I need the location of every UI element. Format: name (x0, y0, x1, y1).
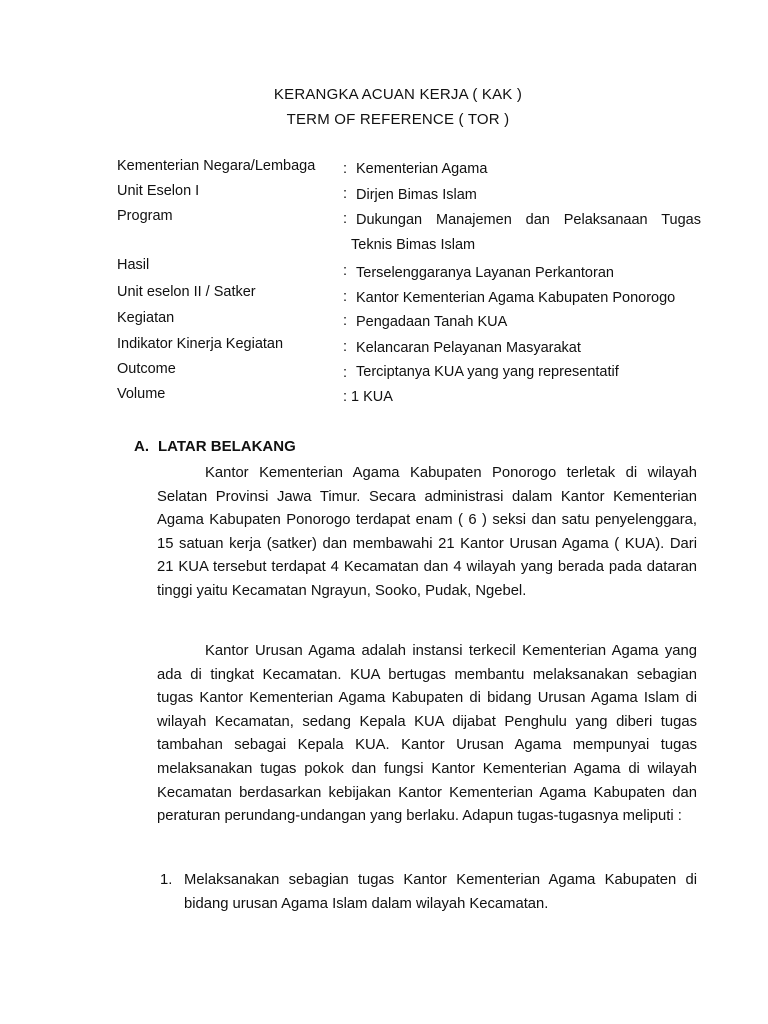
meta-label-unit-eselon-ii: Unit eselon II / Satker (117, 284, 256, 300)
meta-value-unit-eselon-ii: Kantor Kementerian Agama Kabupaten Ponorogo (356, 290, 676, 306)
meta-label-volume: Volume (117, 386, 166, 402)
meta-label-unit-eselon-i: Unit Eselon I (117, 183, 200, 199)
meta-value-kementerian: Kementerian Agama (356, 161, 488, 177)
document-subtitle: TERM OF REFERENCE ( TOR ) (286, 111, 510, 128)
meta-value-program-continuation: Teknis Bimas Islam (351, 237, 476, 253)
section-title: LATAR BELAKANG (158, 438, 296, 455)
paragraph-1: Kantor Kementerian Agama Kabupaten Ponorogo terletak di wilayah Selatan Provinsi Jawa Timur. Secara administrasi dalam Kantor Kementerian Agama Kabupaten Ponorogo terdapat enam ( 6 ) seksi dan satu penyelenggara, 15 satuan kerja (satker) dan membawahi 21 Kantor Urusan Agama ( KUA). Dari 21 KUA tersebut terdapat 4 Kecamatan dan 4 wilayah yang berada pada dataran tinggi yaitu Kecamatan Ngrayun, Sooko, Pudak, Ngebel. (157, 465, 697, 599)
meta-separator: : (343, 339, 348, 355)
list-item-text: Melaksanakan sebagian tugas Kantor Kementerian Agama Kabupaten di bidang urusan Agama Islam dalam wilayah Kecamatan. (184, 872, 697, 912)
meta-separator: : (343, 365, 348, 381)
meta-label-kementerian: Kementerian Negara/Lembaga (117, 158, 316, 174)
meta-separator: : (343, 186, 348, 202)
meta-separator: : (343, 263, 348, 279)
meta-value-hasil: Terselenggaranya Layanan Perkantoran (356, 265, 614, 281)
meta-separator: : (343, 211, 348, 227)
document-title: KERANGKA ACUAN KERJA ( KAK ) (273, 86, 523, 103)
paragraph-2: Kantor Urusan Agama adalah instansi terkecil Kementerian Agama yang ada di tingkat Kecamatan. KUA bertugas membantu melaksanakan sebagian tugas Kantor Kementerian Agama Kabupaten di bidang Urusan Agama Islam di wilayah Kecamatan, sedang Kepala KUA dijabat Penghulu yang diberi tugas tambahan sebagai Kepala KUA. Kantor Urusan Agama mempunyai tugas melaksanakan tugas pokok dan fungsi Kantor Kementerian Agama di wilayah Kecamatan berdasarkan kebijakan Kantor Kementerian Agama Kabupaten dan peraturan perundang-undangan yang berlaku. Adapun tugas-tugasnya meliputi : (157, 643, 697, 825)
meta-value-program: Dukungan Manajemen dan Pelaksanaan Tugas (356, 212, 701, 228)
meta-separator: : (343, 313, 348, 329)
meta-label-outcome: Outcome (117, 361, 176, 377)
meta-label-program: Program (117, 208, 173, 224)
meta-separator: : (343, 389, 348, 405)
meta-label-indikator: Indikator Kinerja Kegiatan (117, 336, 284, 352)
section-heading (134, 438, 296, 455)
meta-separator: : (343, 161, 348, 177)
list-item-number: 1. (160, 872, 173, 888)
meta-value-unit-eselon-i: Dirjen Bimas Islam (356, 187, 477, 203)
meta-value-volume: 1 KUA (351, 389, 393, 405)
meta-label-kegiatan: Kegiatan (117, 310, 175, 326)
meta-label-hasil: Hasil (117, 257, 150, 273)
meta-separator: : (343, 289, 348, 305)
meta-value-outcome: Terciptanya KUA yang yang representatif (356, 364, 619, 380)
meta-value-kegiatan: Pengadaan Tanah KUA (356, 314, 508, 330)
meta-value-indikator: Kelancaran Pelayanan Masyarakat (356, 340, 581, 356)
section-letter: A. (134, 438, 149, 455)
